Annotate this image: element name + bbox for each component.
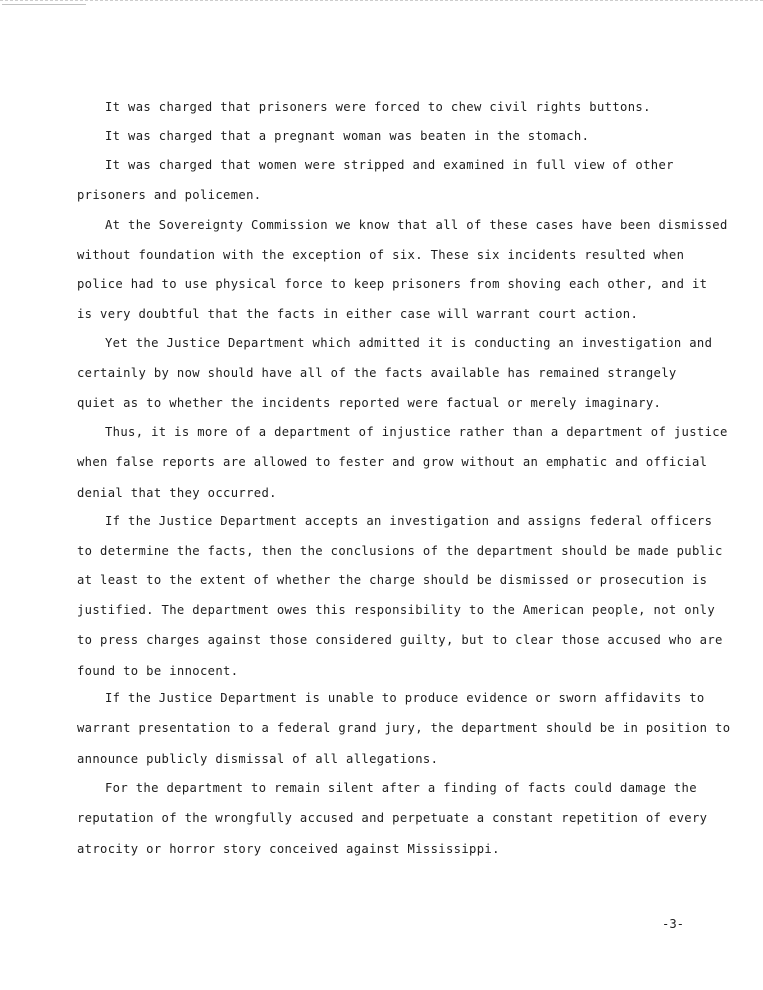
text-line: quiet as to whether the incidents reported were factual or merely imaginary.: [77, 396, 662, 410]
text-line: If the Justice Department is unable to produce evidence or sworn affidavits to: [105, 691, 705, 705]
text-line: Yet the Justice Department which admitted it is conducting an investigation and: [105, 336, 713, 350]
text-line: to determine the facts, then the conclusions of the department should be made public: [77, 544, 723, 558]
text-line: Thus, it is more of a department of injustice rather than a department of justice: [105, 425, 728, 439]
text-line: It was charged that a pregnant woman was beaten in the stomach.: [105, 129, 590, 143]
text-line: when false reports are allowed to fester and grow without an emphatic and official: [77, 455, 708, 469]
text-line: justified. The department owes this responsibility to the American people, not only: [77, 603, 716, 617]
text-line: found to be innocent.: [77, 664, 239, 678]
page-number: -3-: [662, 917, 685, 931]
text-line: It was charged that women were stripped and examined in full view of other: [105, 158, 674, 172]
text-line: is very doubtful that the facts in either case will warrant court action.: [77, 307, 639, 321]
text-line: It was charged that prisoners were forced to chew civil rights buttons.: [105, 100, 651, 114]
text-line: certainly by now should have all of the facts available has remained strangely: [77, 366, 677, 380]
text-line: warrant presentation to a federal grand jury, the department should be in position to: [77, 721, 731, 735]
text-line: reputation of the wrongfully accused and perpetuate a constant repetition of every: [77, 811, 708, 825]
text-line: at least to the extent of whether the charge should be dismissed or prosecution is: [77, 573, 708, 587]
text-line: to press charges against those considered guilty, but to clear those accused who are: [77, 633, 723, 647]
text-line: police had to use physical force to keep prisoners from shoving each other, and it: [77, 277, 708, 291]
page-top-edge-mark: [2, 4, 86, 5]
text-line: For the department to remain silent after a finding of facts could damage the: [105, 781, 697, 795]
text-line: If the Justice Department accepts an investigation and assigns federal officers: [105, 514, 713, 528]
text-line: atrocity or horror story conceived against Mississippi.: [77, 842, 500, 856]
text-line: prisoners and policemen.: [77, 188, 262, 202]
page-top-edge: [0, 0, 763, 7]
text-line: denial that they occurred.: [77, 486, 277, 500]
text-line: announce publicly dismissal of all allegations.: [77, 752, 439, 766]
text-line: without foundation with the exception of six. These six incidents resulted when: [77, 248, 685, 262]
text-line: At the Sovereignty Commission we know that all of these cases have been dismissed: [105, 218, 728, 232]
